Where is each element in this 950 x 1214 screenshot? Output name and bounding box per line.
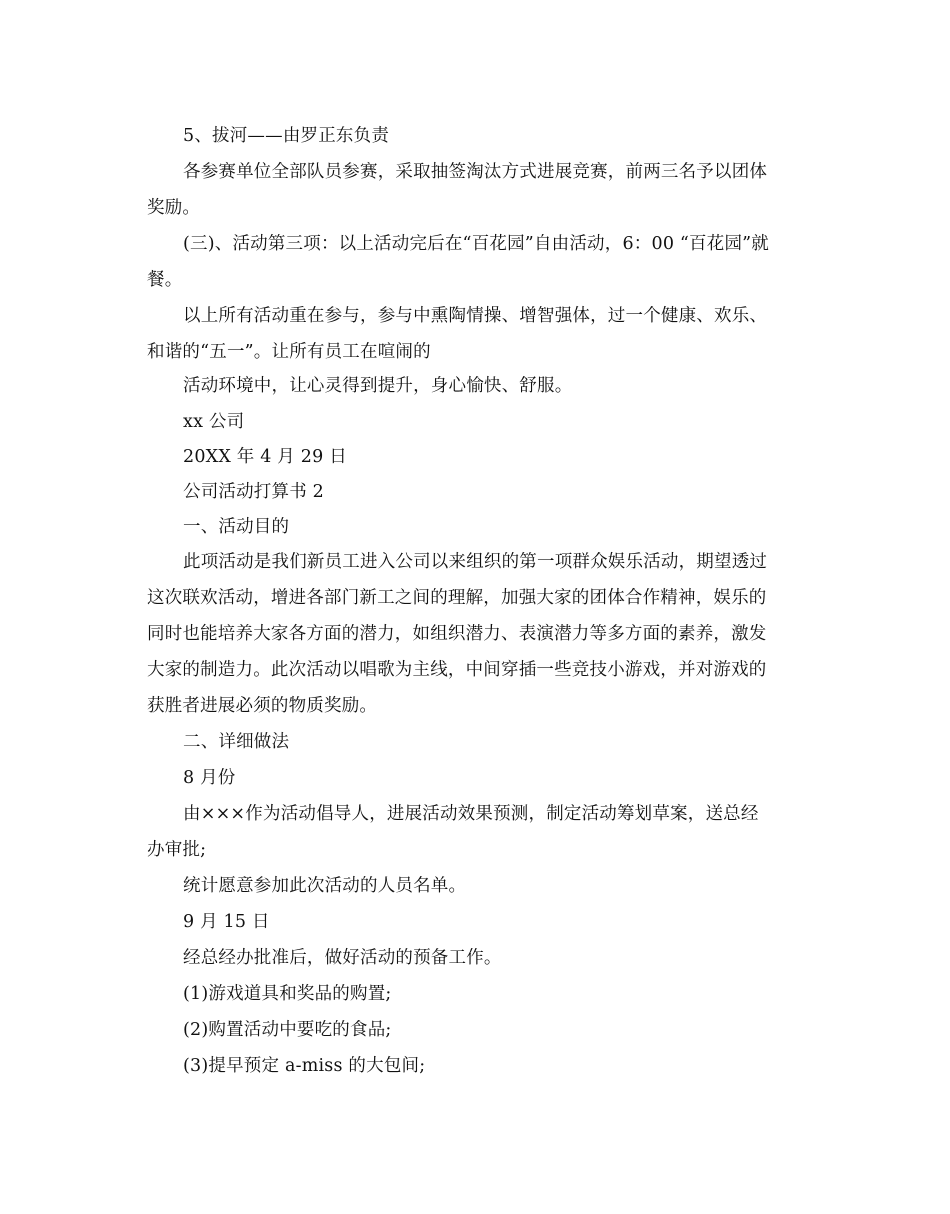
- section-title: 公司活动打算书 2: [183, 482, 324, 502]
- list-item: (3)提早预定 a-miss 的大包间;: [183, 1056, 426, 1076]
- date-heading-sep15: 9 月 15 日: [183, 912, 270, 932]
- text-line: 和谐的“五一”。让所有员工在喧闹的: [147, 342, 431, 362]
- text-line: 活动环境中，让心灵得到提升，身心愉快、舒服。: [183, 376, 573, 396]
- text-line: 此项活动是我们新员工进入公司以来组织的第一项群众娱乐活动，期望透过: [183, 552, 768, 572]
- company-name: xx 公司: [183, 412, 245, 432]
- text-line: 各参赛单位全部队员参赛，采取抽签淘汰方式进展竞赛，前两三名予以团体: [183, 162, 768, 182]
- text-line: 奖励。: [147, 198, 201, 218]
- text-line: 由×××作为活动倡导人，进展活动效果预测，制定活动筹划草案，送总经: [183, 804, 759, 824]
- text-line: 这次联欢活动，增进各部门新工之间的理解，加强大家的团体合作精神，娱乐的: [147, 588, 767, 608]
- text-line: 获胜者进展必须的物质奖励。: [147, 696, 378, 716]
- list-item: (1)游戏道具和奖品的购置;: [183, 984, 392, 1004]
- text-line: 大家的制造力。此次活动以唱歌为主线，中间穿插一些竞技小游戏，并对游戏的: [147, 660, 767, 680]
- text-line: 餐。: [147, 270, 183, 290]
- text-line: (三)、活动第三项：以上活动完后在“百花园”自由活动，6：00 “百花园”就: [183, 234, 770, 254]
- text-line: 办审批;: [147, 840, 207, 860]
- list-item: (2)购置活动中要吃的食品;: [183, 1020, 392, 1040]
- text-line-tug-of-war: 5、拔河——由罗正东负责: [183, 126, 390, 146]
- heading-purpose: 一、活动目的: [183, 517, 290, 537]
- date-heading-august: 8 月份: [183, 768, 236, 788]
- document-date: 20XX 年 4 月 29 日: [183, 447, 347, 467]
- heading-method: 二、详细做法: [183, 732, 290, 752]
- text-line: 统计愿意参加此次活动的人员名单。: [183, 876, 467, 896]
- text-line: 经总经办批准后，做好活动的预备工作。: [183, 948, 502, 968]
- text-line: 以上所有活动重在参与，参与中熏陶情操、增智强体，过一个健康、欢乐、: [183, 306, 768, 326]
- text-line: 同时也能培养大家各方面的潜力，如组织潜力、表演潜力等多方面的素养，激发: [147, 624, 767, 644]
